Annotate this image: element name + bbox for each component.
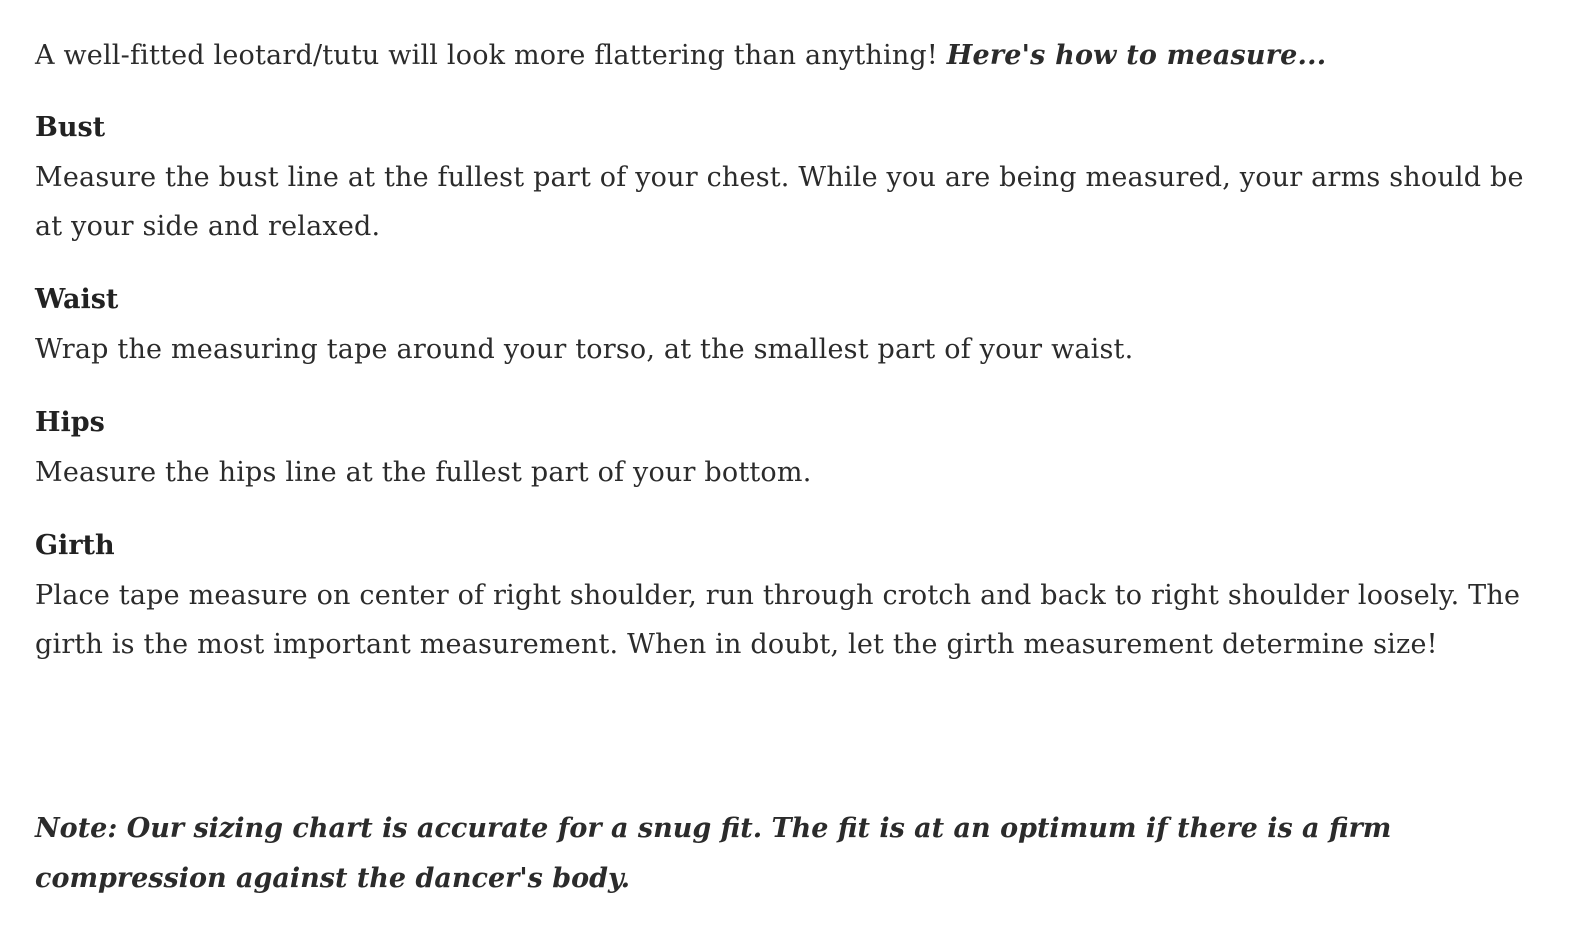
intro-paragraph <box>35 34 1550 78</box>
section-bust <box>35 108 1550 251</box>
section-heading-hips: Hips <box>35 407 105 438</box>
section-heading-bust: Bust <box>35 112 106 143</box>
section-girth <box>35 526 1550 669</box>
intro-emphasis: Here's how to measure... <box>946 40 1327 71</box>
sizing-note: Note: Our sizing chart is accurate for a snug fit. The fit is at an optimum if there is a firm compression against the dancer's body. <box>35 813 1392 894</box>
section-body-bust: Measure the bust line at the fullest part of your chest. While you are being measured, your arms should be at your side and relaxed. <box>35 162 1524 242</box>
section-body-girth: Place tape measure on center of right shoulder, run through crotch and back to right shoulder loosely. The girth is the most important measurement. When in doubt, let the girth measurement determine size! <box>35 580 1521 660</box>
section-waist <box>35 280 1550 374</box>
measuring-guide <box>35 34 1550 698</box>
section-body-hips: Measure the hips line at the fullest part of your bottom. <box>35 457 812 488</box>
section-hips <box>35 403 1550 497</box>
section-heading-girth: Girth <box>35 530 115 561</box>
section-heading-waist: Waist <box>35 284 119 315</box>
section-body-waist: Wrap the measuring tape around your torso, at the smallest part of your waist. <box>35 334 1134 365</box>
intro-text: A well-fitted leotard/tutu will look more flattering than anything! <box>35 40 938 71</box>
